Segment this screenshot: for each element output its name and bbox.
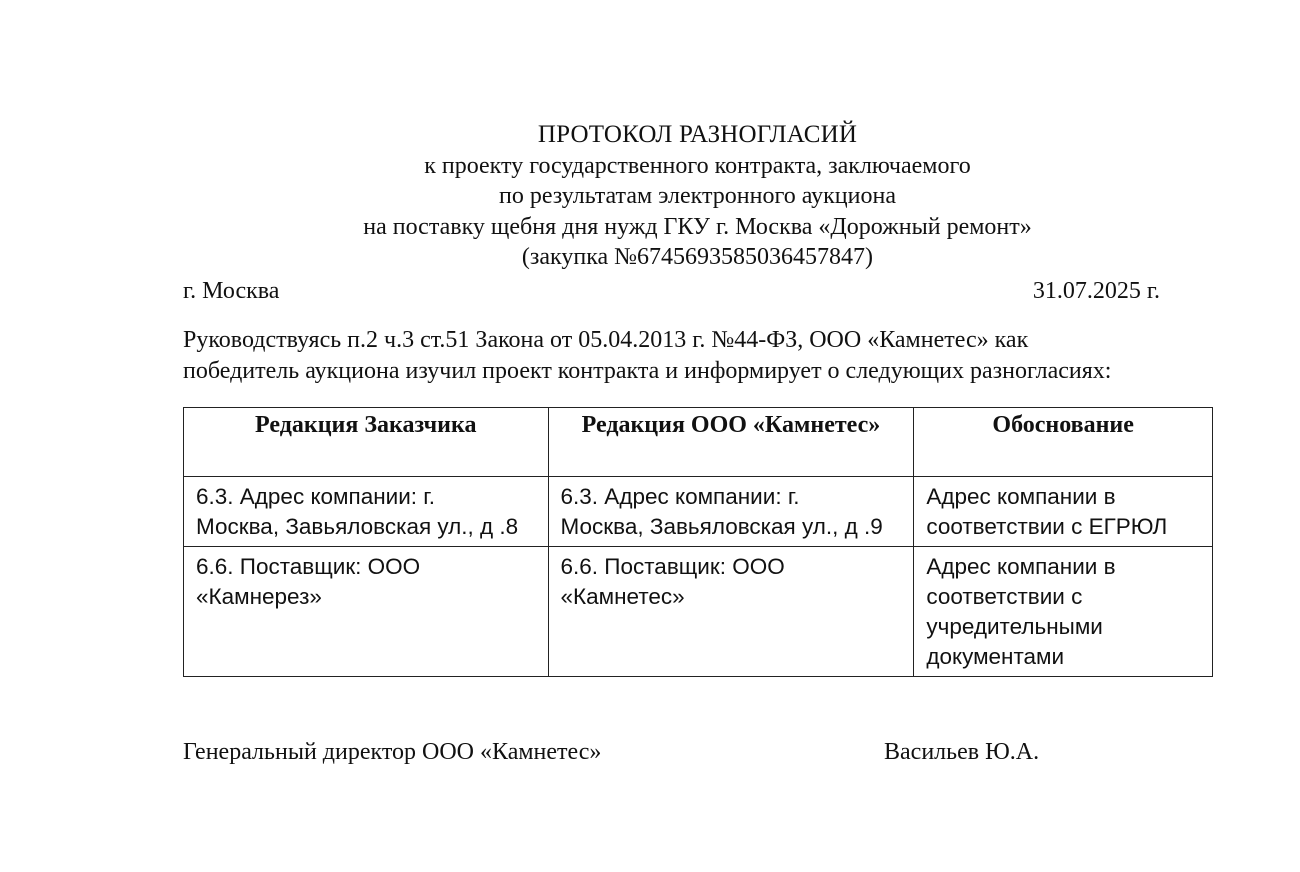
- cell-line: 6.3. Адрес компании: г.: [196, 484, 435, 509]
- cell-line: 6.6. Поставщик: ООО: [560, 554, 785, 579]
- table-header-row: [184, 408, 1213, 477]
- document-city: г. Москва: [183, 278, 280, 304]
- cell-line: «Камнетес»: [560, 584, 685, 609]
- disagreements-table: [183, 407, 1213, 677]
- table-cell: [548, 547, 914, 677]
- signatory-position: Генеральный директор ООО «Камнетес»: [183, 739, 602, 765]
- document-heading: [0, 120, 1300, 273]
- header-justification: Обоснование: [914, 408, 1213, 477]
- cell-line: документами: [926, 644, 1065, 669]
- intro-line: победитель аукциона изучил проект контракта и информирует о следующих разногласиях:: [183, 358, 1112, 384]
- cell-line: Адрес компании в: [926, 484, 1116, 509]
- document-title: ПРОТОКОЛ РАЗНОГЛАСИЙ: [537, 121, 858, 148]
- header-customer-version: Редакция Заказчика: [184, 408, 549, 477]
- cell-line: «Камнерез»: [196, 584, 322, 609]
- subtitle-line: на поставку щебня дня нужд ГКУ г. Москва «Дорожный ремонт»: [363, 213, 1032, 240]
- signatory-name: Васильев Ю.А.: [884, 739, 1040, 765]
- cell-line: соответствии с ЕГРЮЛ: [926, 514, 1168, 539]
- subtitle-line: по результатам электронного аукциона: [499, 183, 896, 209]
- cell-line: 6.3. Адрес компании: г.: [560, 484, 800, 509]
- cell-line: соответствии с: [926, 584, 1083, 609]
- table-cell: [184, 477, 549, 547]
- cell-line: Москва, Завьяловская ул., д .8: [196, 514, 519, 539]
- subtitle-line: (закупка №674569358503645784​7): [521, 244, 874, 270]
- intro-line: Руководствуясь п.2 ч.3 ст.51 Закона от 05.04.2013 г. №44-ФЗ, ООО «Камнетес» как: [183, 327, 1029, 353]
- cell-line: 6.6. Поставщик: ООО: [196, 554, 421, 579]
- cell-line: Москва, Завьяловская ул., д .9: [560, 514, 883, 539]
- table-row: [184, 477, 1213, 547]
- subtitle-line: к проекту государственного контракта, заключаемого: [424, 152, 971, 179]
- table-cell: [914, 547, 1213, 677]
- header-supplier-version: Редакция ООО «Камнетес»: [548, 408, 914, 477]
- table-cell: [548, 477, 914, 547]
- cell-line: учредительными: [926, 614, 1103, 639]
- cell-line: Адрес компании в: [926, 554, 1116, 579]
- intro-paragraph: [183, 325, 1223, 387]
- table-cell: [184, 547, 549, 677]
- table-cell: [914, 477, 1213, 547]
- document-date: 31.07.2025 г.: [1032, 278, 1160, 304]
- table-row: [184, 547, 1213, 677]
